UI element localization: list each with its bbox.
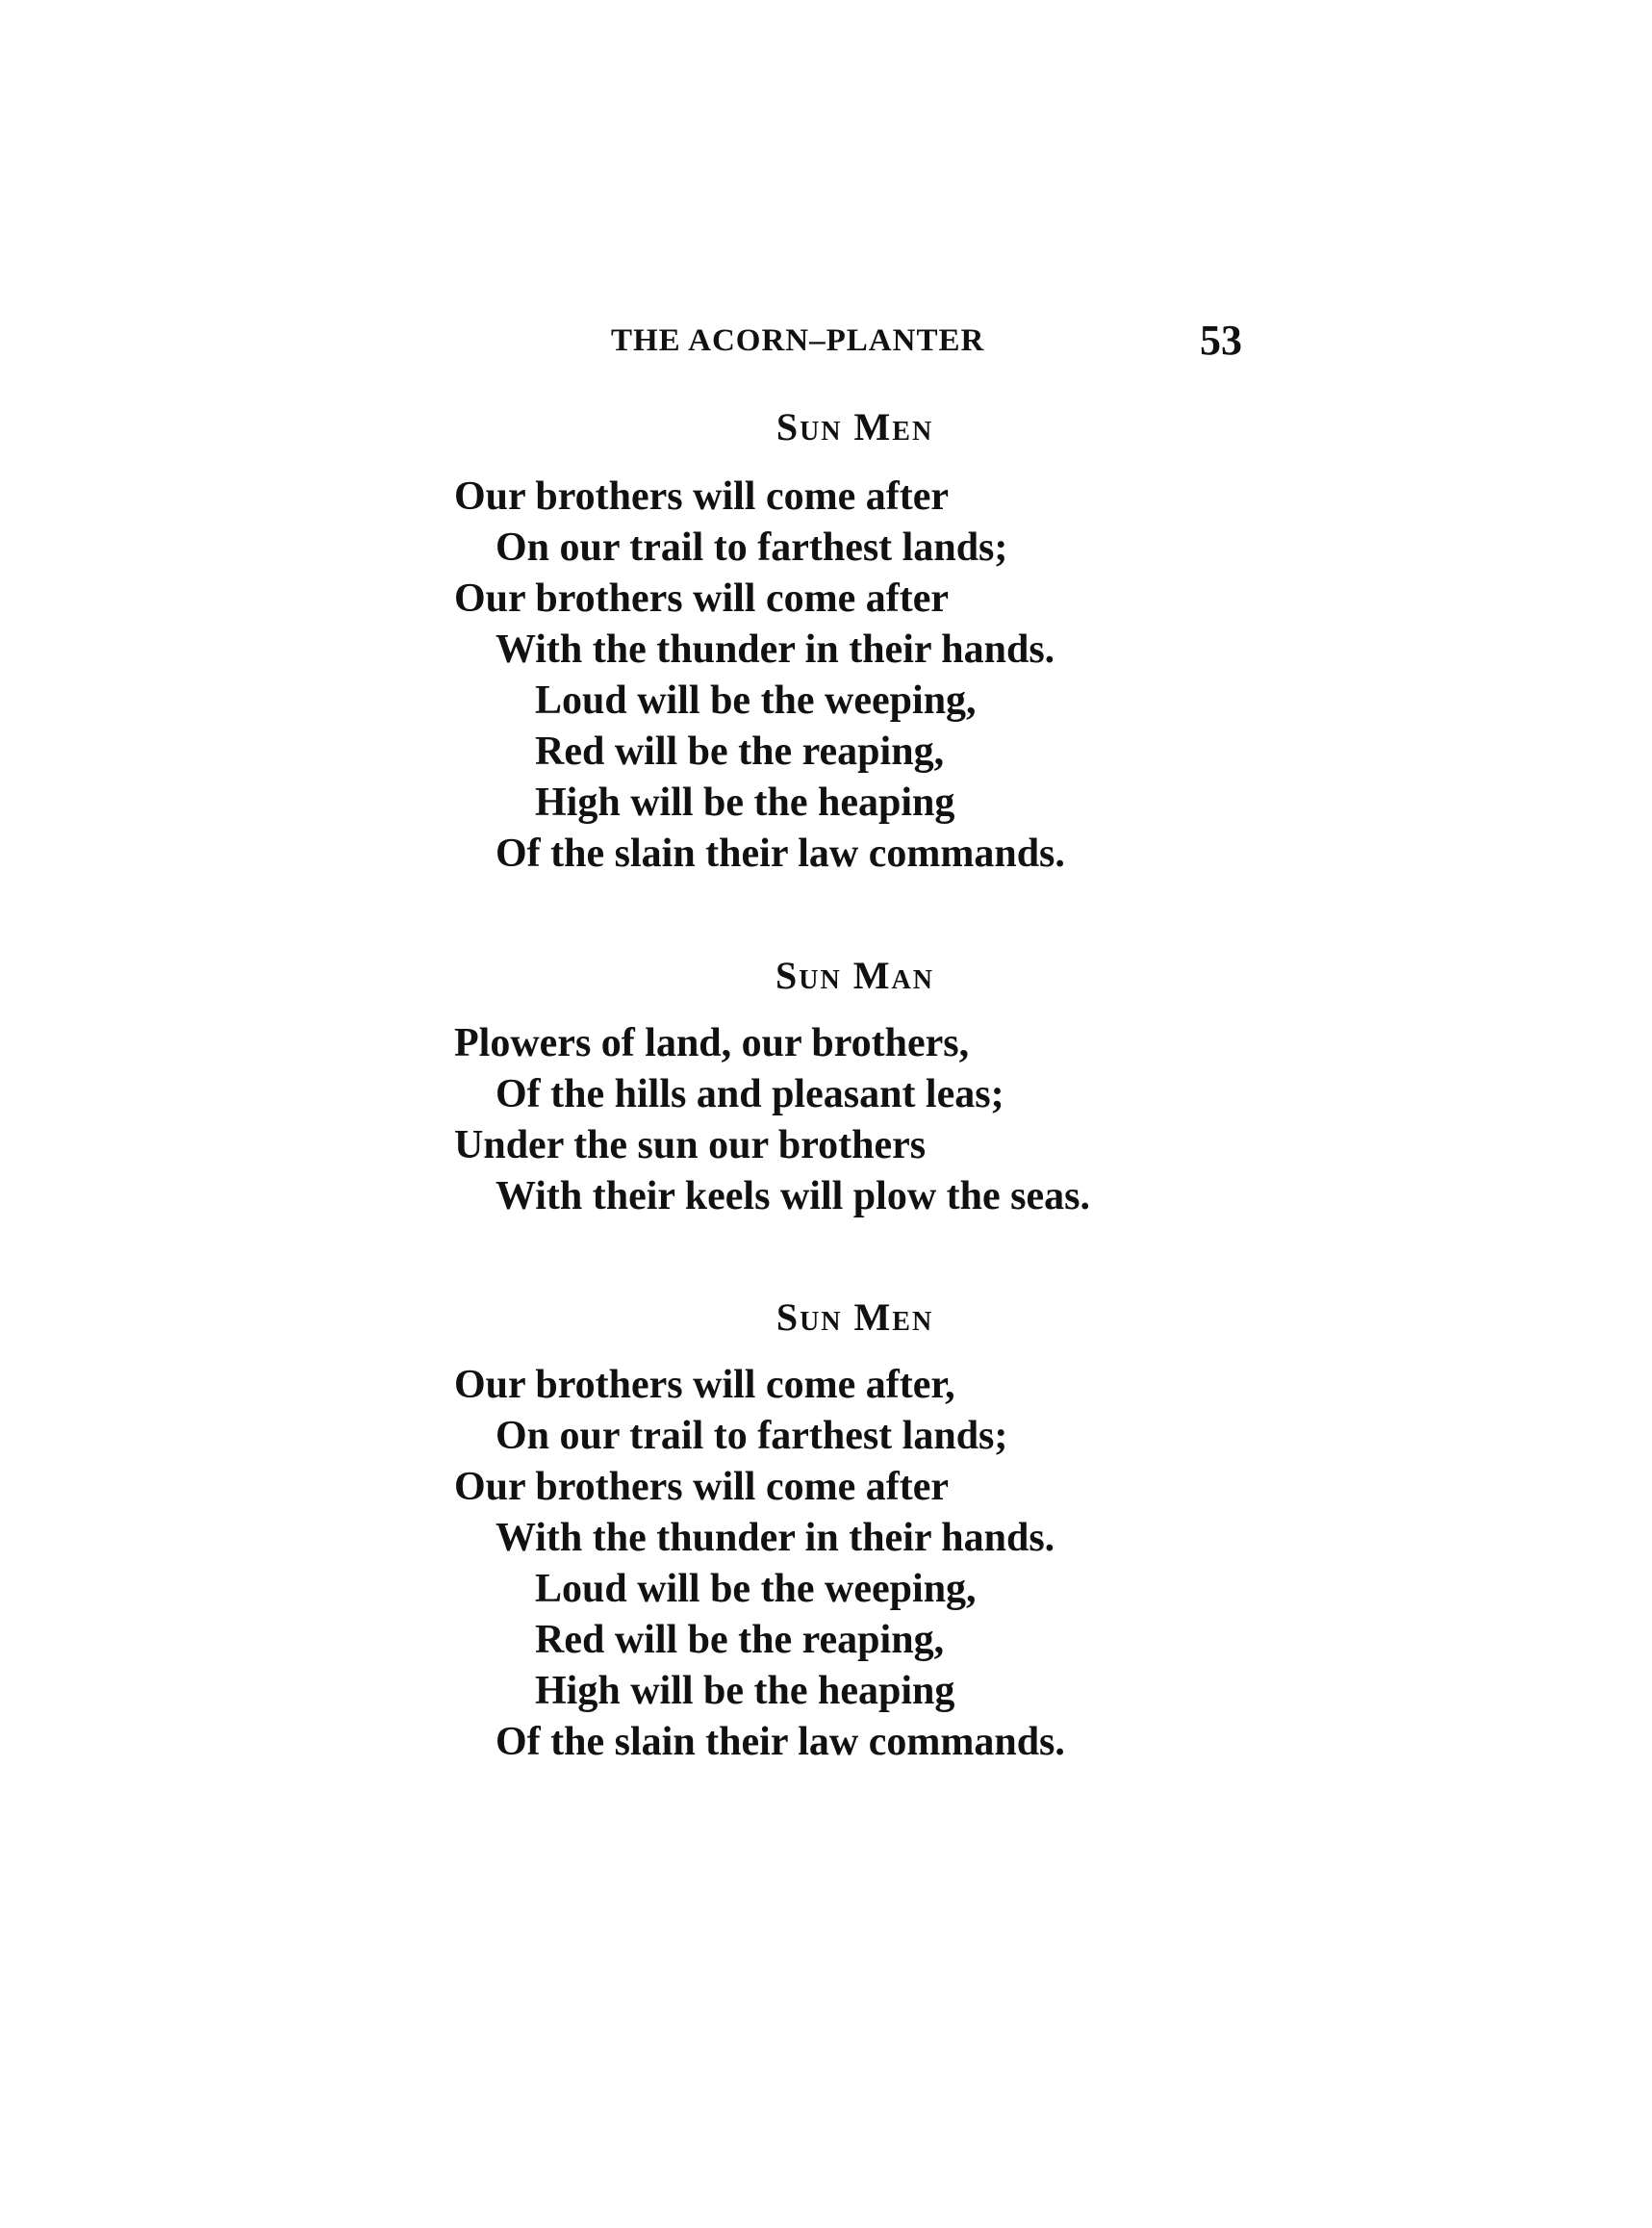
poem-line: On our trail to farthest lands; (496, 1414, 1008, 1458)
poem-line: Our brothers will come after, (454, 1363, 955, 1407)
poem-line: Red will be the reaping, (535, 730, 945, 774)
poem-line: Of the slain their law commands. (496, 832, 1065, 876)
running-head (0, 0, 1652, 385)
poem-line: Of the slain their law commands. (496, 1720, 1065, 1764)
speaker-heading: Sun Men (775, 405, 934, 448)
poem-line: High will be the heaping (535, 1669, 955, 1713)
poem-line: Of the hills and pleasant leas; (496, 1072, 1004, 1116)
poem-line: Red will be the reaping, (535, 1618, 945, 1662)
poem-line: Our brothers will come after (454, 1465, 949, 1509)
poem-line: Loud will be the weeping, (535, 1567, 977, 1611)
poem-line: With the thunder in their hands. (496, 1516, 1055, 1560)
poem-line: High will be the heaping (535, 781, 955, 825)
poem-line: With their keels will plow the seas. (496, 1174, 1090, 1218)
speaker-heading: Sun Men (775, 1295, 934, 1339)
running-title: THE ACORN–PLANTER (611, 323, 985, 358)
poem-line: Plowers of land, our brothers, (454, 1021, 970, 1065)
poem-line: Loud will be the weeping, (535, 679, 977, 723)
poem-line: On our trail to farthest lands; (496, 525, 1008, 570)
speaker-heading: Sun Man (775, 954, 934, 997)
page-number: 53 (1200, 317, 1242, 364)
poem-line: Under the sun our brothers (454, 1123, 927, 1167)
poem-line: With the thunder in their hands. (496, 627, 1055, 672)
poem-line: Our brothers will come after (454, 576, 949, 621)
poem-line: Our brothers will come after (454, 474, 949, 519)
